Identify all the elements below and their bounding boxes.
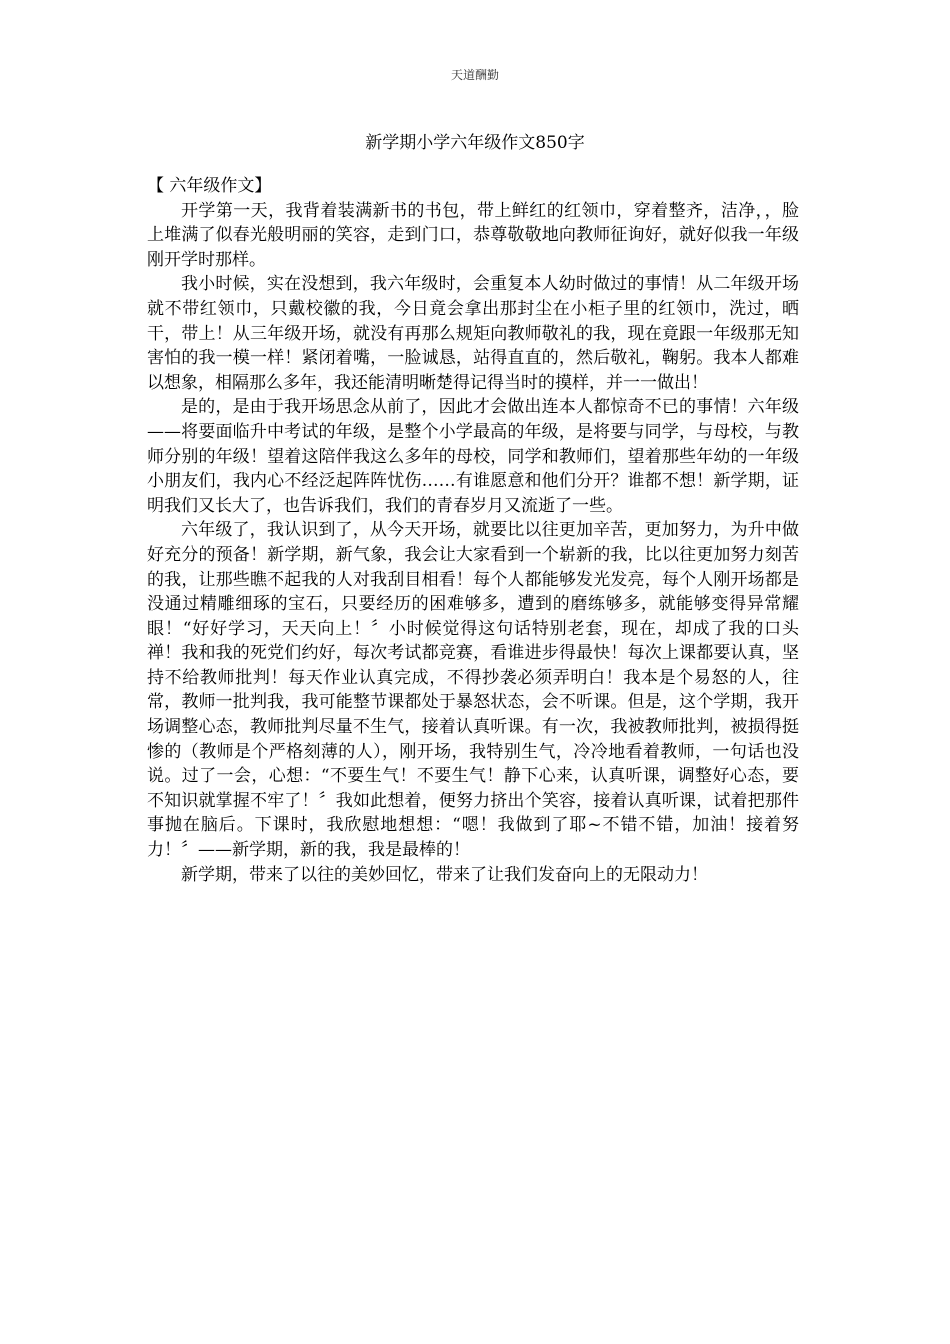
page-header: 天道酬勤: [450, 68, 499, 82]
paragraph-2: 我小时候，实在没想到，我六年级时，会重复本人幼时做过的事情！从二年级开场就不带红领巾，只戴校徽的我，今日竟会拿出那封尘在小柜子里的红领巾，洗过，晒干，带上！从三年级开场，就没有再那么规矩向教师敬礼的我，现在竟跟一年级那无知害怕的我一模一样！紧闭着嘴，一脸诚恳，站得直直的，然后敬礼，鞠躬。我本人都难以想象，相隔那么多年，我还能清明晰楚得记得当时的摸样，并一一做出！: [147, 274, 799, 393]
paragraph-1: 开学第一天，我背着装满新书的书包，带上鲜红的红领巾，穿着整齐，洁净，，脸上堆满了似春光般明丽的笑容，走到门口，恭尊敬敬地向教师征询好，就好似我一年级刚开学时那样。: [147, 200, 799, 270]
paragraph-5: 新学期，带来了以往的美妙回忆，带来了让我们发奋向上的无限动力！: [181, 864, 708, 885]
document-body: [147, 174, 799, 887]
paragraph-4: 六年级了，我认识到了，从今天开场，就要比以往更加辛苦，更加努力，为升中做好充分的预备！新学期，新气象，我会让大家看到一个崭新的我，比以往更加努力刻苦的我，让那些瞧不起我的人对我刮目相看！每个人都能够发光发亮，每个人刚开场都是没通过精雕细琢的宝石，只要经历的困难够多，遭到的磨练够多，就能够变得异常耀眼！“好好学习，天天向上！〞小时候觉得这句话特别老套，现在，却成了我的口头禅！我和我的死党们约好，每次考试都竞赛，看谁进步得最快！每次上课都要认真，坚持不给教师批判！每天作业认真完成，不得抄袭必须弄明白！我本是个易怒的人，往常，教师一批判我，我可能整节课都处于暴怒状态，会不听课。但是，这个学期，我开场调整心态，教师批判尽量不生气，接着认真听课。有一次，我被教师批判，被损得挺惨的（教师是个严格刻薄的人），刚开场，我特别生气，冷冷地看着教师，一句话也没说。过了一会，心想：“不要生气！不要生气！静下心来，认真听课，调整好心态，要不知识就掌握不牢了！〞我如此想着，便努力挤出个笑容，接着认真听课，试着把那件事抛在脑后。下课时，我欣慰地想想：“嗯！我做到了耶~不错不错，加油！接着努力！〞——新学期，新的我，我是最棒的！: [147, 520, 799, 861]
category-tag: 【 六年级作文】: [147, 176, 272, 196]
document-title: 新学期小学六年级作文850字: [365, 133, 585, 153]
paragraph-3: 是的，是由于我开场思念从前了，因此才会做出连本人都惊奇不已的事情！六年级——将要面临升中考试的年级，是整个小学最高的年级，是将要与同学，与母校，与教师分别的年级！望着这陪伴我这么多年的母校，同学和教师们，望着那些年幼的一年级小朋友们，我内心不经泛起阵阵忧伤……有谁愿意和他们分开？谁都不想！新学期，证明我们又长大了，也告诉我们，我们的青春岁月又流逝了一些。: [147, 397, 799, 516]
